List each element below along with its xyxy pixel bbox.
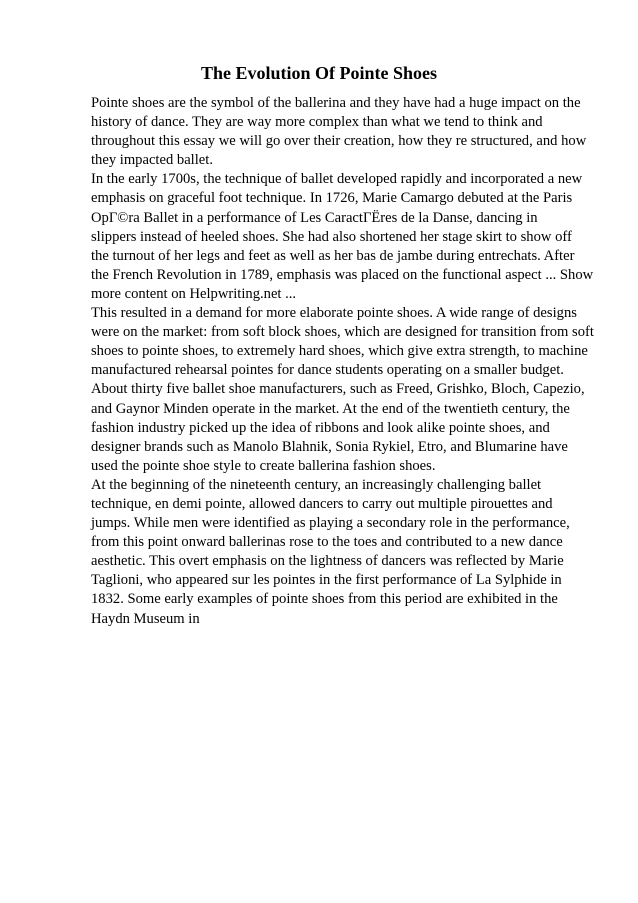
body-line: shoes to pointe shoes, to extremely hard shoes, which give extra strength, to machine bbox=[91, 343, 588, 360]
body-line: About thirty five ballet shoe manufacturers, such as Freed, Grishko, Bloch, Capezio, bbox=[91, 381, 585, 398]
body-line: 1832. Some early examples of pointe shoes from this period are exhibited in the bbox=[91, 591, 558, 608]
document-title: The Evolution Of Pointe Shoes bbox=[200, 63, 438, 83]
body-line: throughout this essay we will go over their creation, how they re structured, and how bbox=[91, 133, 587, 150]
body-line: manufactured rehearsal pointes for dance students operating on a smaller budget. bbox=[91, 362, 564, 379]
body-line: emphasis on graceful foot technique. In 1726, Marie Camargo debuted at the Paris bbox=[91, 190, 573, 207]
body-line: the French Revolution in 1789, emphasis was placed on the functional aspect ... Show bbox=[91, 266, 594, 283]
body-line: aesthetic. This overt emphasis on the lightness of dancers was reflected by Marie bbox=[91, 553, 564, 570]
body-line: they impacted ballet. bbox=[91, 152, 213, 169]
body-line: Haydn Museum in bbox=[91, 610, 200, 627]
body-line: In the early 1700s, the technique of ballet developed rapidly and incorporated a new bbox=[91, 171, 583, 188]
body-line: OpГ©ra Ballet in a performance of Les CaractГЁres de la Danse, dancing in bbox=[91, 209, 538, 226]
body-line: and Gaynor Minden operate in the market. At the end of the twentieth century, the bbox=[91, 400, 570, 417]
body-line: history of dance. They are way more complex than what we tend to think and bbox=[91, 114, 543, 131]
body-line: more content on Helpwriting.net ... bbox=[91, 285, 297, 302]
body-line: jumps. While men were identified as playing a secondary role in the performance, bbox=[91, 515, 570, 532]
body-line: the turnout of her legs and feet as well as her bas de jambe during entrechats. After bbox=[91, 247, 575, 264]
body-line: were on the market: from soft block shoes, which are designed for transition from soft bbox=[91, 324, 594, 341]
body-line: fashion industry picked up the idea of ribbons and look alike pointe shoes, and bbox=[91, 419, 550, 436]
body-line: slippers instead of heeled shoes. She had also shortened her stage skirt to show off bbox=[91, 228, 572, 245]
body-line: Pointe shoes are the symbol of the ballerina and they have had a huge impact on the bbox=[91, 95, 581, 111]
body-line: from this point onward ballerinas rose to the toes and contributed to a new dance bbox=[91, 534, 563, 551]
body-line: designer brands such as Manolo Blahnik, Sonia Rykiel, Etro, and Blumarine have bbox=[91, 438, 568, 455]
body-line: This resulted in a demand for more elaborate pointe shoes. A wide range of designs bbox=[91, 305, 577, 322]
body-line: used the pointe shoe style to create ballerina fashion shoes. bbox=[91, 457, 436, 474]
document-body bbox=[91, 94, 601, 629]
body-line: Taglioni, who appeared sur les pointes in the first performance of La Sylphide in bbox=[91, 572, 562, 589]
body-line: At the beginning of the nineteenth century, an increasingly challenging ballet bbox=[91, 476, 542, 493]
body-line: technique, en demi pointe, allowed dancers to carry out multiple pirouettes and bbox=[91, 495, 553, 512]
